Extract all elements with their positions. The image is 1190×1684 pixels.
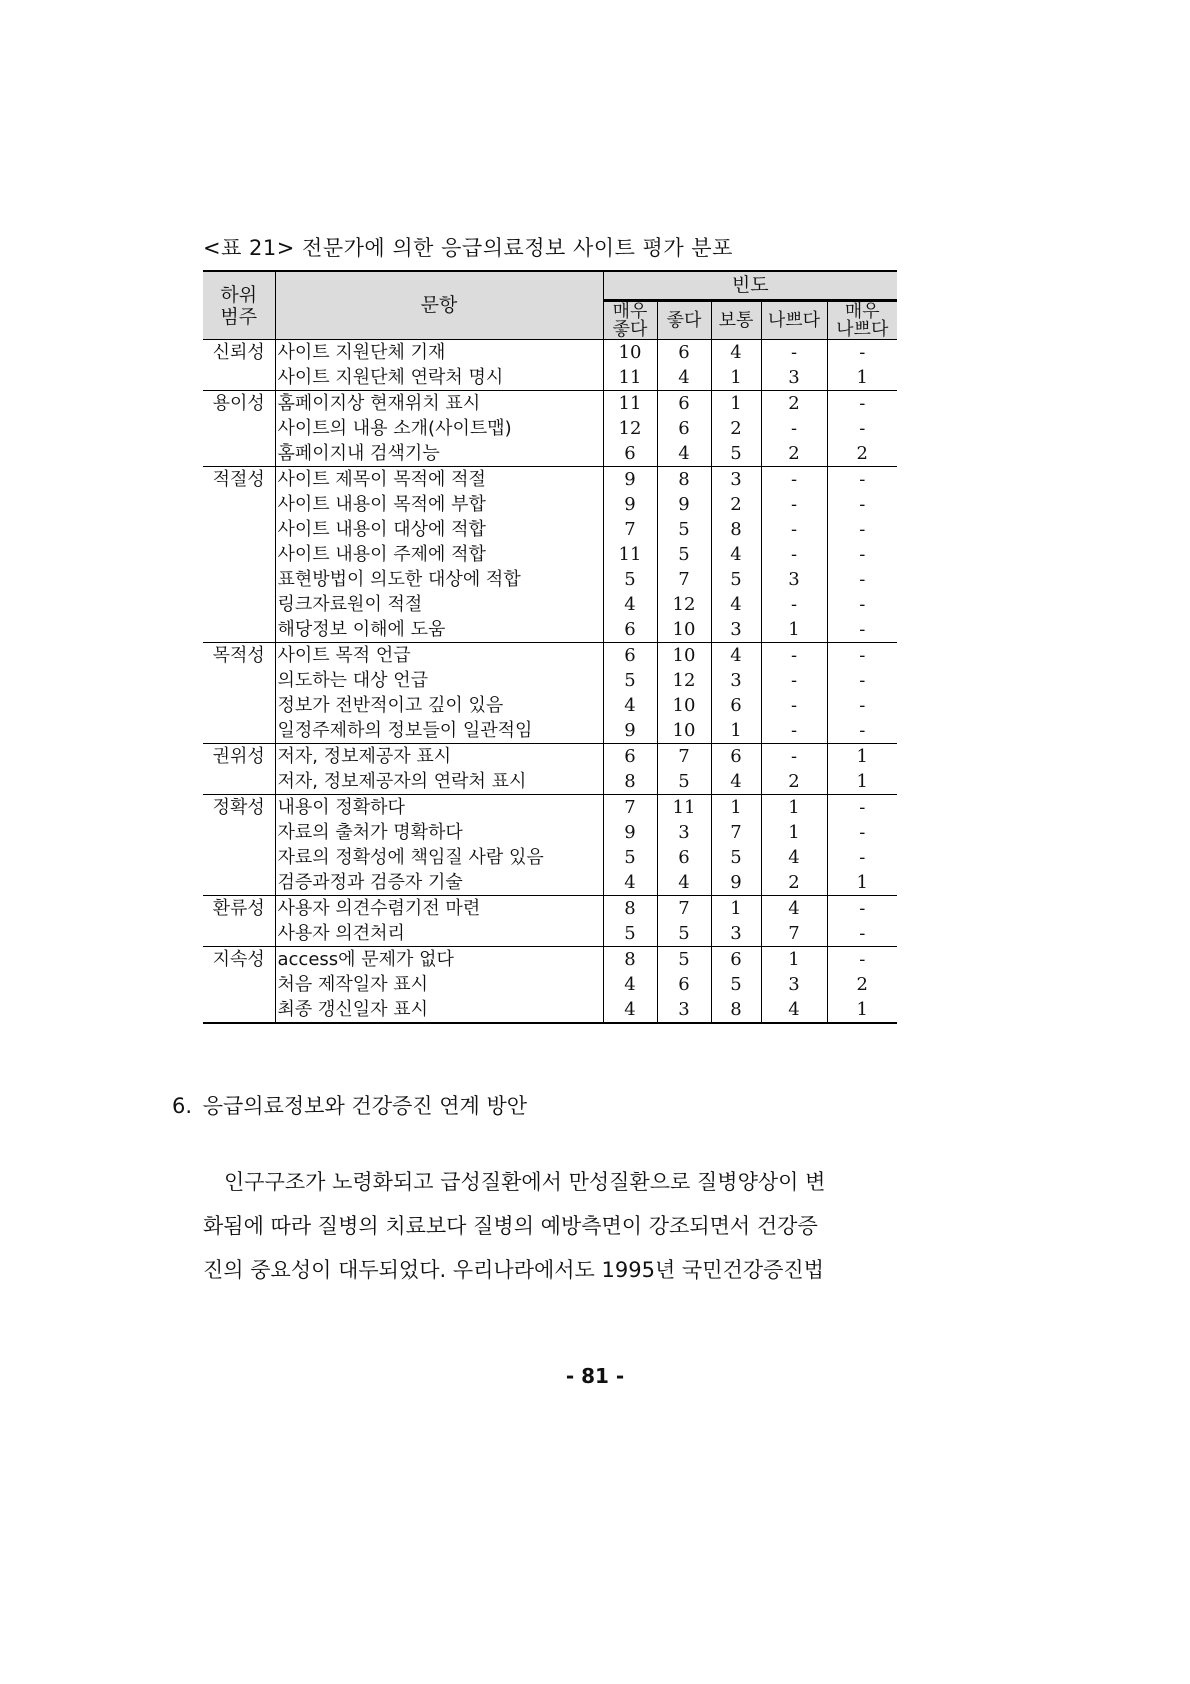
value-cell: - — [859, 847, 866, 868]
value-cell: 8 — [657, 467, 711, 493]
value-cell: 6 — [657, 340, 711, 366]
value-cell: 6 — [711, 744, 761, 770]
value-cell: - — [827, 896, 897, 922]
value-cell: 3 — [761, 972, 827, 997]
value-cell: 6 — [603, 617, 657, 643]
item-cell: 사이트 내용이 대상에 적합 — [275, 517, 603, 542]
value-cell: 1 — [856, 872, 868, 893]
value-cell: - — [827, 643, 897, 669]
value-cell: 1 — [827, 744, 897, 770]
value-cell: 12 — [603, 416, 657, 441]
value-cell: 7 — [657, 744, 711, 770]
value-cell: 2 — [761, 769, 827, 795]
value-cell: 8 — [711, 517, 761, 542]
value-cell: - — [761, 340, 827, 366]
item-cell: 링크자료원이 적절 — [275, 592, 603, 617]
table-row — [203, 769, 897, 795]
item-cell: 자료의 정확성에 책임질 사람 있음 — [275, 845, 603, 870]
table-row — [203, 441, 897, 467]
value-cell: 1 — [856, 771, 868, 792]
value-cell: - — [761, 592, 827, 617]
value-cell: 4 — [711, 340, 761, 366]
value-cell: - — [761, 693, 827, 718]
value-cell: 3 — [711, 668, 761, 693]
table-caption: <표 21> 전문가에 의한 응급의료정보 사이트 평가 분포 — [203, 236, 733, 260]
value-cell: 9 — [603, 467, 657, 493]
value-cell: - — [859, 594, 866, 615]
section-title: 응급의료정보와 건강증진 연계 방안 — [202, 1094, 528, 1118]
table-row — [203, 517, 897, 542]
value-cell: 3 — [711, 921, 761, 947]
value-cell: 8 — [603, 896, 657, 922]
value-cell: - — [761, 744, 827, 770]
header-col-1: 매우 좋다 — [603, 301, 657, 340]
value-cell: 7 — [603, 795, 657, 821]
category-cell — [203, 542, 275, 567]
category-cell: 용이성 — [203, 391, 275, 417]
value-cell: 4 — [657, 365, 711, 391]
value-cell: 4 — [711, 643, 761, 669]
value-cell: 9 — [711, 870, 761, 896]
value-cell: 4 — [761, 997, 827, 1023]
page-number: - 81 - — [565, 1364, 625, 1388]
value-cell: 12 — [657, 592, 711, 617]
value-cell: 1 — [761, 820, 827, 845]
header-col-5: 매우 나쁘다 — [827, 301, 897, 340]
category-cell: 적절성 — [203, 467, 275, 493]
value-cell: - — [859, 670, 866, 691]
value-cell: 2 — [711, 416, 761, 441]
value-cell: 1 — [761, 795, 827, 821]
item-cell: 사이트 내용이 주제에 적합 — [275, 542, 603, 567]
table-row — [203, 340, 897, 366]
table-row — [203, 617, 897, 643]
header-col-2: 좋다 — [657, 301, 711, 340]
value-cell: 5 — [603, 845, 657, 870]
value-cell: 1 — [827, 997, 897, 1023]
value-cell: 4 — [711, 592, 761, 617]
value-cell: 4 — [603, 997, 657, 1023]
category-cell — [203, 517, 275, 542]
value-cell: 5 — [657, 769, 711, 795]
value-cell: 1 — [761, 617, 827, 643]
table-row — [203, 972, 897, 997]
value-cell: 3 — [711, 617, 761, 643]
value-cell: 5 — [711, 567, 761, 592]
table-row — [203, 391, 897, 417]
table-row — [203, 693, 897, 718]
value-cell: 6 — [657, 972, 711, 997]
paragraph-line-1: 인구구조가 노령화되고 급성질환에서 만성질환으로 질병양상이 변 — [224, 1170, 826, 1194]
value-cell: 4 — [711, 542, 761, 567]
value-cell: 9 — [603, 820, 657, 845]
value-cell: - — [761, 517, 827, 542]
value-cell: 3 — [657, 997, 711, 1023]
value-cell: 12 — [657, 668, 711, 693]
item-cell: 사용자 의견수렴기전 마련 — [275, 896, 603, 922]
section-number: 6. — [172, 1094, 193, 1118]
value-cell: 5 — [603, 567, 657, 592]
value-cell: 1 — [711, 365, 761, 391]
value-cell: 11 — [657, 795, 711, 821]
value-cell: 6 — [603, 441, 657, 467]
value-cell: 6 — [711, 693, 761, 718]
item-cell: 일정주제하의 정보들이 일관적임 — [275, 718, 603, 744]
value-cell: 4 — [711, 769, 761, 795]
value-cell: 7 — [657, 567, 711, 592]
item-cell: access에 문제가 없다 — [275, 947, 603, 973]
table-row — [203, 643, 897, 669]
value-cell: - — [761, 416, 827, 441]
value-cell: 8 — [603, 947, 657, 973]
table-row — [203, 845, 897, 870]
category-cell — [203, 365, 275, 391]
value-cell: 8 — [603, 769, 657, 795]
value-cell: 5 — [711, 845, 761, 870]
category-cell — [203, 592, 275, 617]
table-row — [203, 467, 897, 493]
table-row — [203, 592, 897, 617]
value-cell: 1 — [711, 718, 761, 744]
table-body — [203, 340, 897, 1024]
item-cell: 검증과정과 검증자 기술 — [275, 870, 603, 896]
table-row — [203, 542, 897, 567]
evaluation-table — [203, 270, 897, 1024]
value-cell: 6 — [657, 845, 711, 870]
paragraph-line-2: 화됨에 따라 질병의 치료보다 질병의 예방측면이 강조되면서 건강증 — [203, 1214, 818, 1238]
value-cell: 5 — [657, 542, 711, 567]
value-cell: 5 — [657, 517, 711, 542]
table-row — [203, 365, 897, 391]
header-col-4: 나쁘다 — [761, 301, 827, 340]
value-cell: - — [827, 391, 897, 417]
category-cell — [203, 693, 275, 718]
value-cell: - — [859, 720, 866, 741]
value-cell: 1 — [761, 947, 827, 973]
category-cell: 권위성 — [203, 744, 275, 770]
paragraph-line-3: 진의 중요성이 대두되었다. 우리나라에서도 1995년 국민건강증진법 — [203, 1258, 824, 1282]
value-cell: 3 — [657, 820, 711, 845]
value-cell: 7 — [603, 517, 657, 542]
value-cell: 2 — [761, 441, 827, 467]
value-cell: 4 — [761, 845, 827, 870]
value-cell: - — [859, 519, 866, 540]
item-cell: 정보가 전반적이고 깊이 있음 — [275, 693, 603, 718]
category-cell: 지속성 — [203, 947, 275, 973]
category-cell: 환류성 — [203, 896, 275, 922]
category-cell — [203, 972, 275, 997]
item-cell: 해당정보 이해에 도움 — [275, 617, 603, 643]
value-cell: 6 — [657, 391, 711, 417]
item-cell: 저자, 정보제공자의 연락처 표시 — [275, 769, 603, 795]
value-cell: 1 — [711, 795, 761, 821]
category-cell — [203, 769, 275, 795]
value-cell: 9 — [603, 492, 657, 517]
value-cell: 4 — [603, 870, 657, 896]
section-heading — [172, 1090, 527, 1120]
value-cell: 7 — [657, 896, 711, 922]
value-cell: 5 — [657, 921, 711, 947]
table-row — [203, 921, 897, 947]
table-row — [203, 416, 897, 441]
value-cell: - — [827, 795, 897, 821]
value-cell: - — [859, 494, 866, 515]
category-cell — [203, 441, 275, 467]
value-cell: - — [827, 947, 897, 973]
value-cell: 1 — [711, 391, 761, 417]
value-cell: - — [859, 619, 866, 640]
value-cell: 2 — [761, 391, 827, 417]
value-cell: 11 — [603, 391, 657, 417]
category-cell: 신뢰성 — [203, 340, 275, 366]
value-cell: - — [827, 467, 897, 493]
item-cell: 사이트의 내용 소개(사이트맵) — [275, 416, 603, 441]
value-cell: 10 — [657, 617, 711, 643]
header-frequency: 빈도 — [603, 271, 897, 301]
value-cell: 5 — [711, 972, 761, 997]
value-cell: 4 — [657, 441, 711, 467]
header-item: 문항 — [275, 271, 603, 340]
item-cell: 최종 갱신일자 표시 — [275, 997, 603, 1023]
value-cell: 7 — [711, 820, 761, 845]
value-cell: 8 — [711, 997, 761, 1023]
value-cell: 11 — [603, 365, 657, 391]
value-cell: 4 — [761, 896, 827, 922]
table-row — [203, 718, 897, 744]
value-cell: 5 — [603, 668, 657, 693]
item-cell: 표현방법이 의도한 대상에 적합 — [275, 567, 603, 592]
value-cell: - — [859, 544, 866, 565]
table-row — [203, 492, 897, 517]
value-cell: - — [859, 569, 866, 590]
category-cell — [203, 492, 275, 517]
value-cell: - — [859, 822, 866, 843]
table-row — [203, 997, 897, 1023]
value-cell: 1 — [856, 367, 868, 388]
item-cell: 홈페이지내 검색기능 — [275, 441, 603, 467]
value-cell: - — [761, 492, 827, 517]
value-cell: 3 — [761, 567, 827, 592]
item-cell: 사이트 내용이 목적에 부합 — [275, 492, 603, 517]
value-cell: 5 — [603, 921, 657, 947]
value-cell: 2 — [761, 870, 827, 896]
category-cell — [203, 997, 275, 1023]
value-cell: 3 — [711, 467, 761, 493]
table-row — [203, 820, 897, 845]
value-cell: - — [827, 340, 897, 366]
value-cell: 3 — [761, 365, 827, 391]
value-cell: 4 — [603, 693, 657, 718]
value-cell: 6 — [603, 643, 657, 669]
table-row — [203, 947, 897, 973]
header-category — [203, 271, 275, 340]
item-cell: 처음 제작일자 표시 — [275, 972, 603, 997]
value-cell: - — [761, 467, 827, 493]
value-cell: - — [761, 668, 827, 693]
value-cell: 6 — [657, 416, 711, 441]
category-cell — [203, 416, 275, 441]
table-row — [203, 870, 897, 896]
item-cell: 자료의 출처가 명확하다 — [275, 820, 603, 845]
table-row — [203, 744, 897, 770]
value-cell: 10 — [657, 718, 711, 744]
value-cell: 2 — [856, 443, 868, 464]
table-row — [203, 795, 897, 821]
item-cell: 저자, 정보제공자 표시 — [275, 744, 603, 770]
category-cell — [203, 870, 275, 896]
value-cell: 6 — [603, 744, 657, 770]
value-cell: 4 — [603, 972, 657, 997]
value-cell: - — [859, 695, 866, 716]
category-cell — [203, 845, 275, 870]
category-cell — [203, 567, 275, 592]
table-row — [203, 567, 897, 592]
category-cell — [203, 921, 275, 947]
value-cell: 7 — [761, 921, 827, 947]
value-cell: 9 — [657, 492, 711, 517]
value-cell: 6 — [711, 947, 761, 973]
item-cell: 사이트 지원단체 기재 — [275, 340, 603, 366]
value-cell: 10 — [603, 340, 657, 366]
item-cell: 내용이 정확하다 — [275, 795, 603, 821]
category-cell: 정확성 — [203, 795, 275, 821]
item-cell: 사이트 제목이 목적에 적절 — [275, 467, 603, 493]
value-cell: - — [859, 923, 866, 944]
value-cell: - — [761, 542, 827, 567]
item-cell: 홈페이지상 현재위치 표시 — [275, 391, 603, 417]
value-cell: 9 — [603, 718, 657, 744]
category-cell — [203, 820, 275, 845]
value-cell: 2 — [856, 974, 868, 995]
header-col-3: 보통 — [711, 301, 761, 340]
item-cell: 사용자 의견처리 — [275, 921, 603, 947]
value-cell: 5 — [711, 441, 761, 467]
value-cell: 4 — [657, 870, 711, 896]
table-row — [203, 668, 897, 693]
item-cell: 의도하는 대상 언급 — [275, 668, 603, 693]
value-cell: 2 — [711, 492, 761, 517]
table-row — [203, 896, 897, 922]
value-cell: 5 — [657, 947, 711, 973]
category-cell — [203, 617, 275, 643]
value-cell: 11 — [603, 542, 657, 567]
value-cell: - — [761, 718, 827, 744]
header-category-text: 하위 범주 — [220, 283, 258, 328]
category-cell — [203, 668, 275, 693]
value-cell: 10 — [657, 693, 711, 718]
item-cell: 사이트 목적 언급 — [275, 643, 603, 669]
value-cell: 4 — [603, 592, 657, 617]
value-cell: - — [761, 643, 827, 669]
value-cell: - — [859, 418, 866, 439]
category-cell: 목적성 — [203, 643, 275, 669]
category-cell — [203, 718, 275, 744]
value-cell: 10 — [657, 643, 711, 669]
value-cell: 1 — [711, 896, 761, 922]
item-cell: 사이트 지원단체 연락처 명시 — [275, 365, 603, 391]
